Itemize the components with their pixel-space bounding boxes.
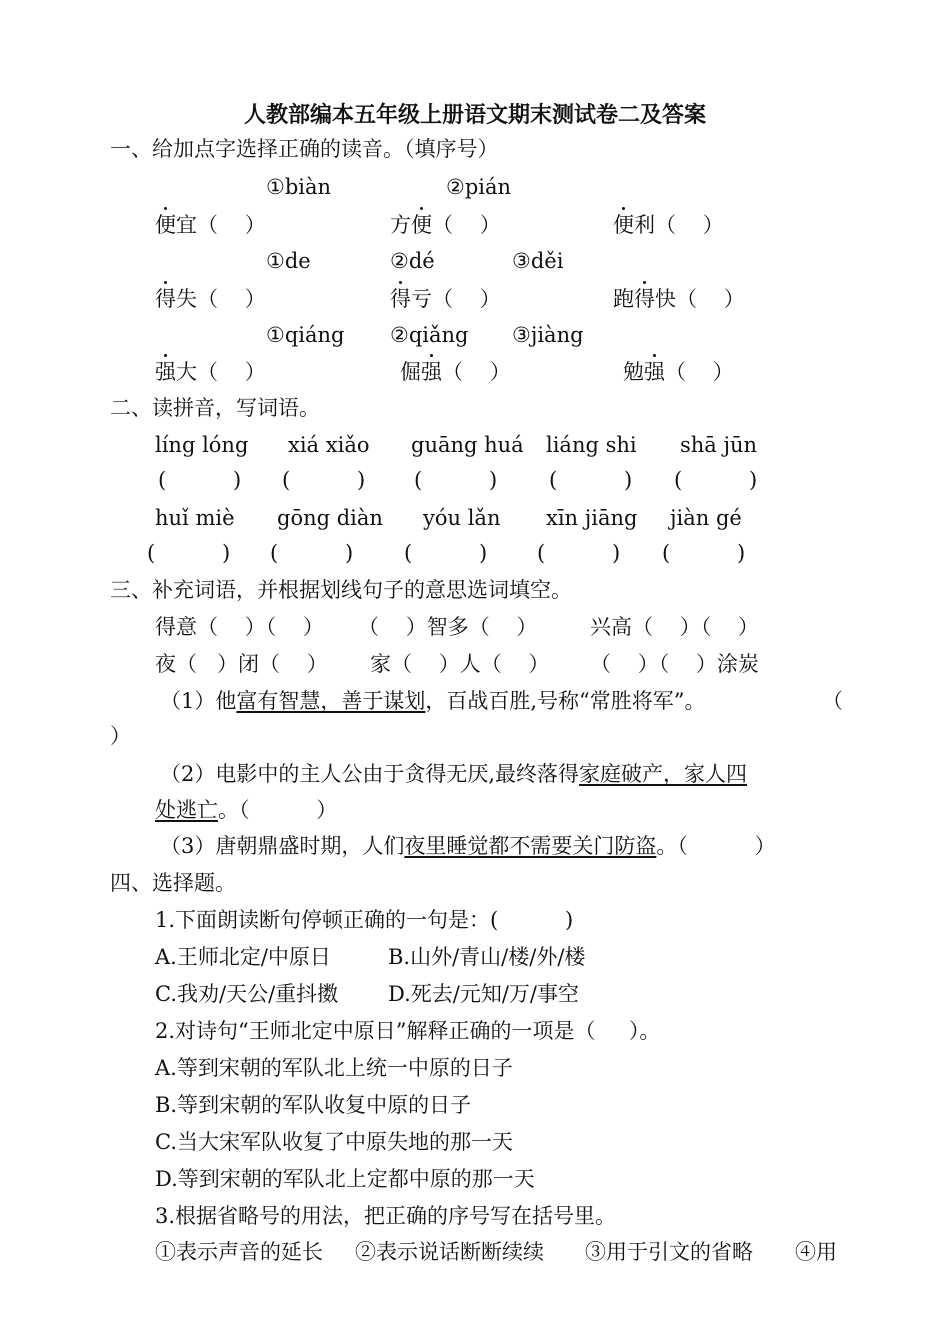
underlined-phrase: 富有智慧，善于谋划 xyxy=(236,689,426,713)
pinyin-word: huǐ miè xyxy=(155,506,235,530)
idiom-blank: （ ）（ ）涂炭 xyxy=(590,652,759,676)
pinyin-option: ①de xyxy=(266,249,311,273)
section-2-heading: 二、读拼音，写词语。 xyxy=(110,396,320,420)
word-rest: 大（ ） xyxy=(176,360,266,384)
dotted-char: 便 xyxy=(613,213,634,237)
word-prefix: 跑 xyxy=(613,287,634,311)
word-prefix: 方 xyxy=(390,213,411,237)
pinyin-option: ①qiáng xyxy=(266,323,345,347)
word-item xyxy=(390,212,501,238)
option-a: A.王师北定/中原日 xyxy=(155,945,331,969)
option-b: B.等到宋朝的军队收复中原的日子 xyxy=(155,1093,472,1117)
answer-blank[interactable]: ( ) xyxy=(662,541,746,565)
sentence-2-cont xyxy=(155,797,337,823)
word-rest: 快（ ） xyxy=(655,287,745,311)
answer-blank[interactable]: ( ) xyxy=(674,468,758,492)
underlined-phrase: 夜里睡觉都不需要关门防盗 xyxy=(404,834,657,858)
answer-close-paren: ） xyxy=(110,724,131,748)
answer-open-paren: （ xyxy=(822,689,843,713)
word-prefix: 勉 xyxy=(623,360,644,384)
underlined-phrase: 家庭破产，家人四 xyxy=(579,762,748,786)
dotted-char: 得 xyxy=(634,287,655,311)
word-item xyxy=(155,286,266,312)
word-item xyxy=(613,286,745,312)
word-rest: （ ） xyxy=(665,360,734,384)
pinyin-word: xiá xiǎo xyxy=(288,433,370,457)
word-rest: 亏（ ） xyxy=(411,287,501,311)
option-a: A.等到宋朝的军队北上统一中原的日子 xyxy=(155,1056,513,1080)
word-item xyxy=(390,286,501,312)
page-title: 人教部编本五年级上册语文期末测试卷二及答案 xyxy=(244,102,707,128)
answer-blank[interactable]: ( ) xyxy=(549,468,633,492)
word-rest: 利（ ） xyxy=(634,213,724,237)
question-3: 3.根据省略号的用法，把正确的序号写在括号里。 xyxy=(155,1204,617,1228)
idiom-blank: 兴高（ ）（ ） xyxy=(590,615,759,639)
pinyin-option: ①biàn xyxy=(266,175,332,199)
q3-option: ②表示说话断断续续 xyxy=(355,1240,544,1264)
sentence-text: （2）电影中的主人公由于贪得无厌,最终落得 xyxy=(160,762,580,786)
pinyin-word: liáng shi xyxy=(546,433,637,457)
dotted-char: 强 xyxy=(421,360,442,384)
sentence-3 xyxy=(160,833,776,859)
idiom-blank: 得意（ ）（ ） xyxy=(155,615,324,639)
dotted-char: 得 xyxy=(390,287,411,311)
word-item xyxy=(613,212,724,238)
sentence-text: （1）他 xyxy=(160,689,237,713)
section-4-heading: 四、选择题。 xyxy=(110,871,236,895)
pinyin-word: líng lóng xyxy=(155,433,249,457)
q3-option: ③用于引文的省略 xyxy=(585,1240,753,1264)
q3-option: ①表示声音的延长 xyxy=(155,1240,323,1264)
word-prefix: 倔 xyxy=(400,360,421,384)
word-item xyxy=(155,212,266,238)
idiom-blank: 家（ ）人（ ） xyxy=(370,652,550,676)
option-d: D.等到宋朝的军队北上定都中原的那一天 xyxy=(155,1167,535,1191)
pinyin-word: guāng huá xyxy=(411,433,524,457)
dotted-char: 强 xyxy=(644,360,665,384)
sentence-text: （3）唐朝鼎盛时期，人们 xyxy=(160,834,405,858)
word-item xyxy=(623,359,734,385)
section-1-heading: 一、给加点字选择正确的读音。（填序号） xyxy=(110,137,499,161)
pinyin-option: ②pián xyxy=(446,175,512,199)
word-rest: 失（ ） xyxy=(176,287,266,311)
sentence-2 xyxy=(160,761,747,787)
pinyin-option: ③děi xyxy=(512,249,564,273)
sentence-text: 。（ ） xyxy=(218,798,338,822)
pinyin-option: ②dé xyxy=(390,249,435,273)
sentence-text: 。（ ） xyxy=(656,834,776,858)
dotted-char: 便 xyxy=(411,213,432,237)
word-item xyxy=(400,359,511,385)
sentence-1 xyxy=(160,688,706,714)
idiom-blank: 夜（ ）闭（ ） xyxy=(155,652,328,676)
pinyin-option: ②qiǎng xyxy=(390,323,469,347)
idiom-blank: （ ）智多（ ） xyxy=(358,615,538,639)
answer-blank[interactable]: ( ) xyxy=(147,541,231,565)
question-1: 1.下面朗读断句停顿正确的一句是：( ) xyxy=(155,908,574,932)
pinyin-word: xīn jiāng xyxy=(546,506,638,530)
answer-blank[interactable]: ( ) xyxy=(270,541,354,565)
pinyin-word: shā jūn xyxy=(680,433,758,457)
question-2: 2.对诗句“王师北定中原日”解释正确的一项是（ ）。 xyxy=(155,1019,661,1043)
pinyin-word: jiàn gé xyxy=(670,506,742,530)
answer-blank[interactable]: ( ) xyxy=(282,468,366,492)
word-rest: 宜（ ） xyxy=(176,213,266,237)
answer-blank[interactable]: ( ) xyxy=(158,468,242,492)
dotted-char: 强 xyxy=(155,360,176,384)
answer-blank[interactable]: ( ) xyxy=(404,541,488,565)
underlined-phrase: 处逃亡 xyxy=(155,798,218,822)
q3-option: ④用 xyxy=(795,1240,837,1264)
option-d: D.死去/元知/万/事空 xyxy=(388,982,579,1006)
dotted-char: 得 xyxy=(155,287,176,311)
sentence-text: ，百战百胜,号称“常胜将军”。 xyxy=(425,689,706,713)
pinyin-word: yóu lǎn xyxy=(423,506,501,530)
answer-blank[interactable]: ( ) xyxy=(414,468,498,492)
dotted-char: 便 xyxy=(155,213,176,237)
answer-blank[interactable]: ( ) xyxy=(537,541,621,565)
pinyin-option: ③jiàng xyxy=(512,323,584,347)
option-c: C.我劝/天公/重抖擞 xyxy=(155,982,339,1006)
option-c: C.当大宋军队收复了中原失地的那一天 xyxy=(155,1130,513,1154)
option-b: B.山外/青山/楼/外/楼 xyxy=(388,945,586,969)
pinyin-word: gōng diàn xyxy=(277,506,383,530)
word-rest: （ ） xyxy=(432,213,501,237)
word-rest: （ ） xyxy=(442,360,511,384)
section-3-heading: 三、补充词语，并根据划线句子的意思选词填空。 xyxy=(110,578,572,602)
word-item xyxy=(155,359,266,385)
